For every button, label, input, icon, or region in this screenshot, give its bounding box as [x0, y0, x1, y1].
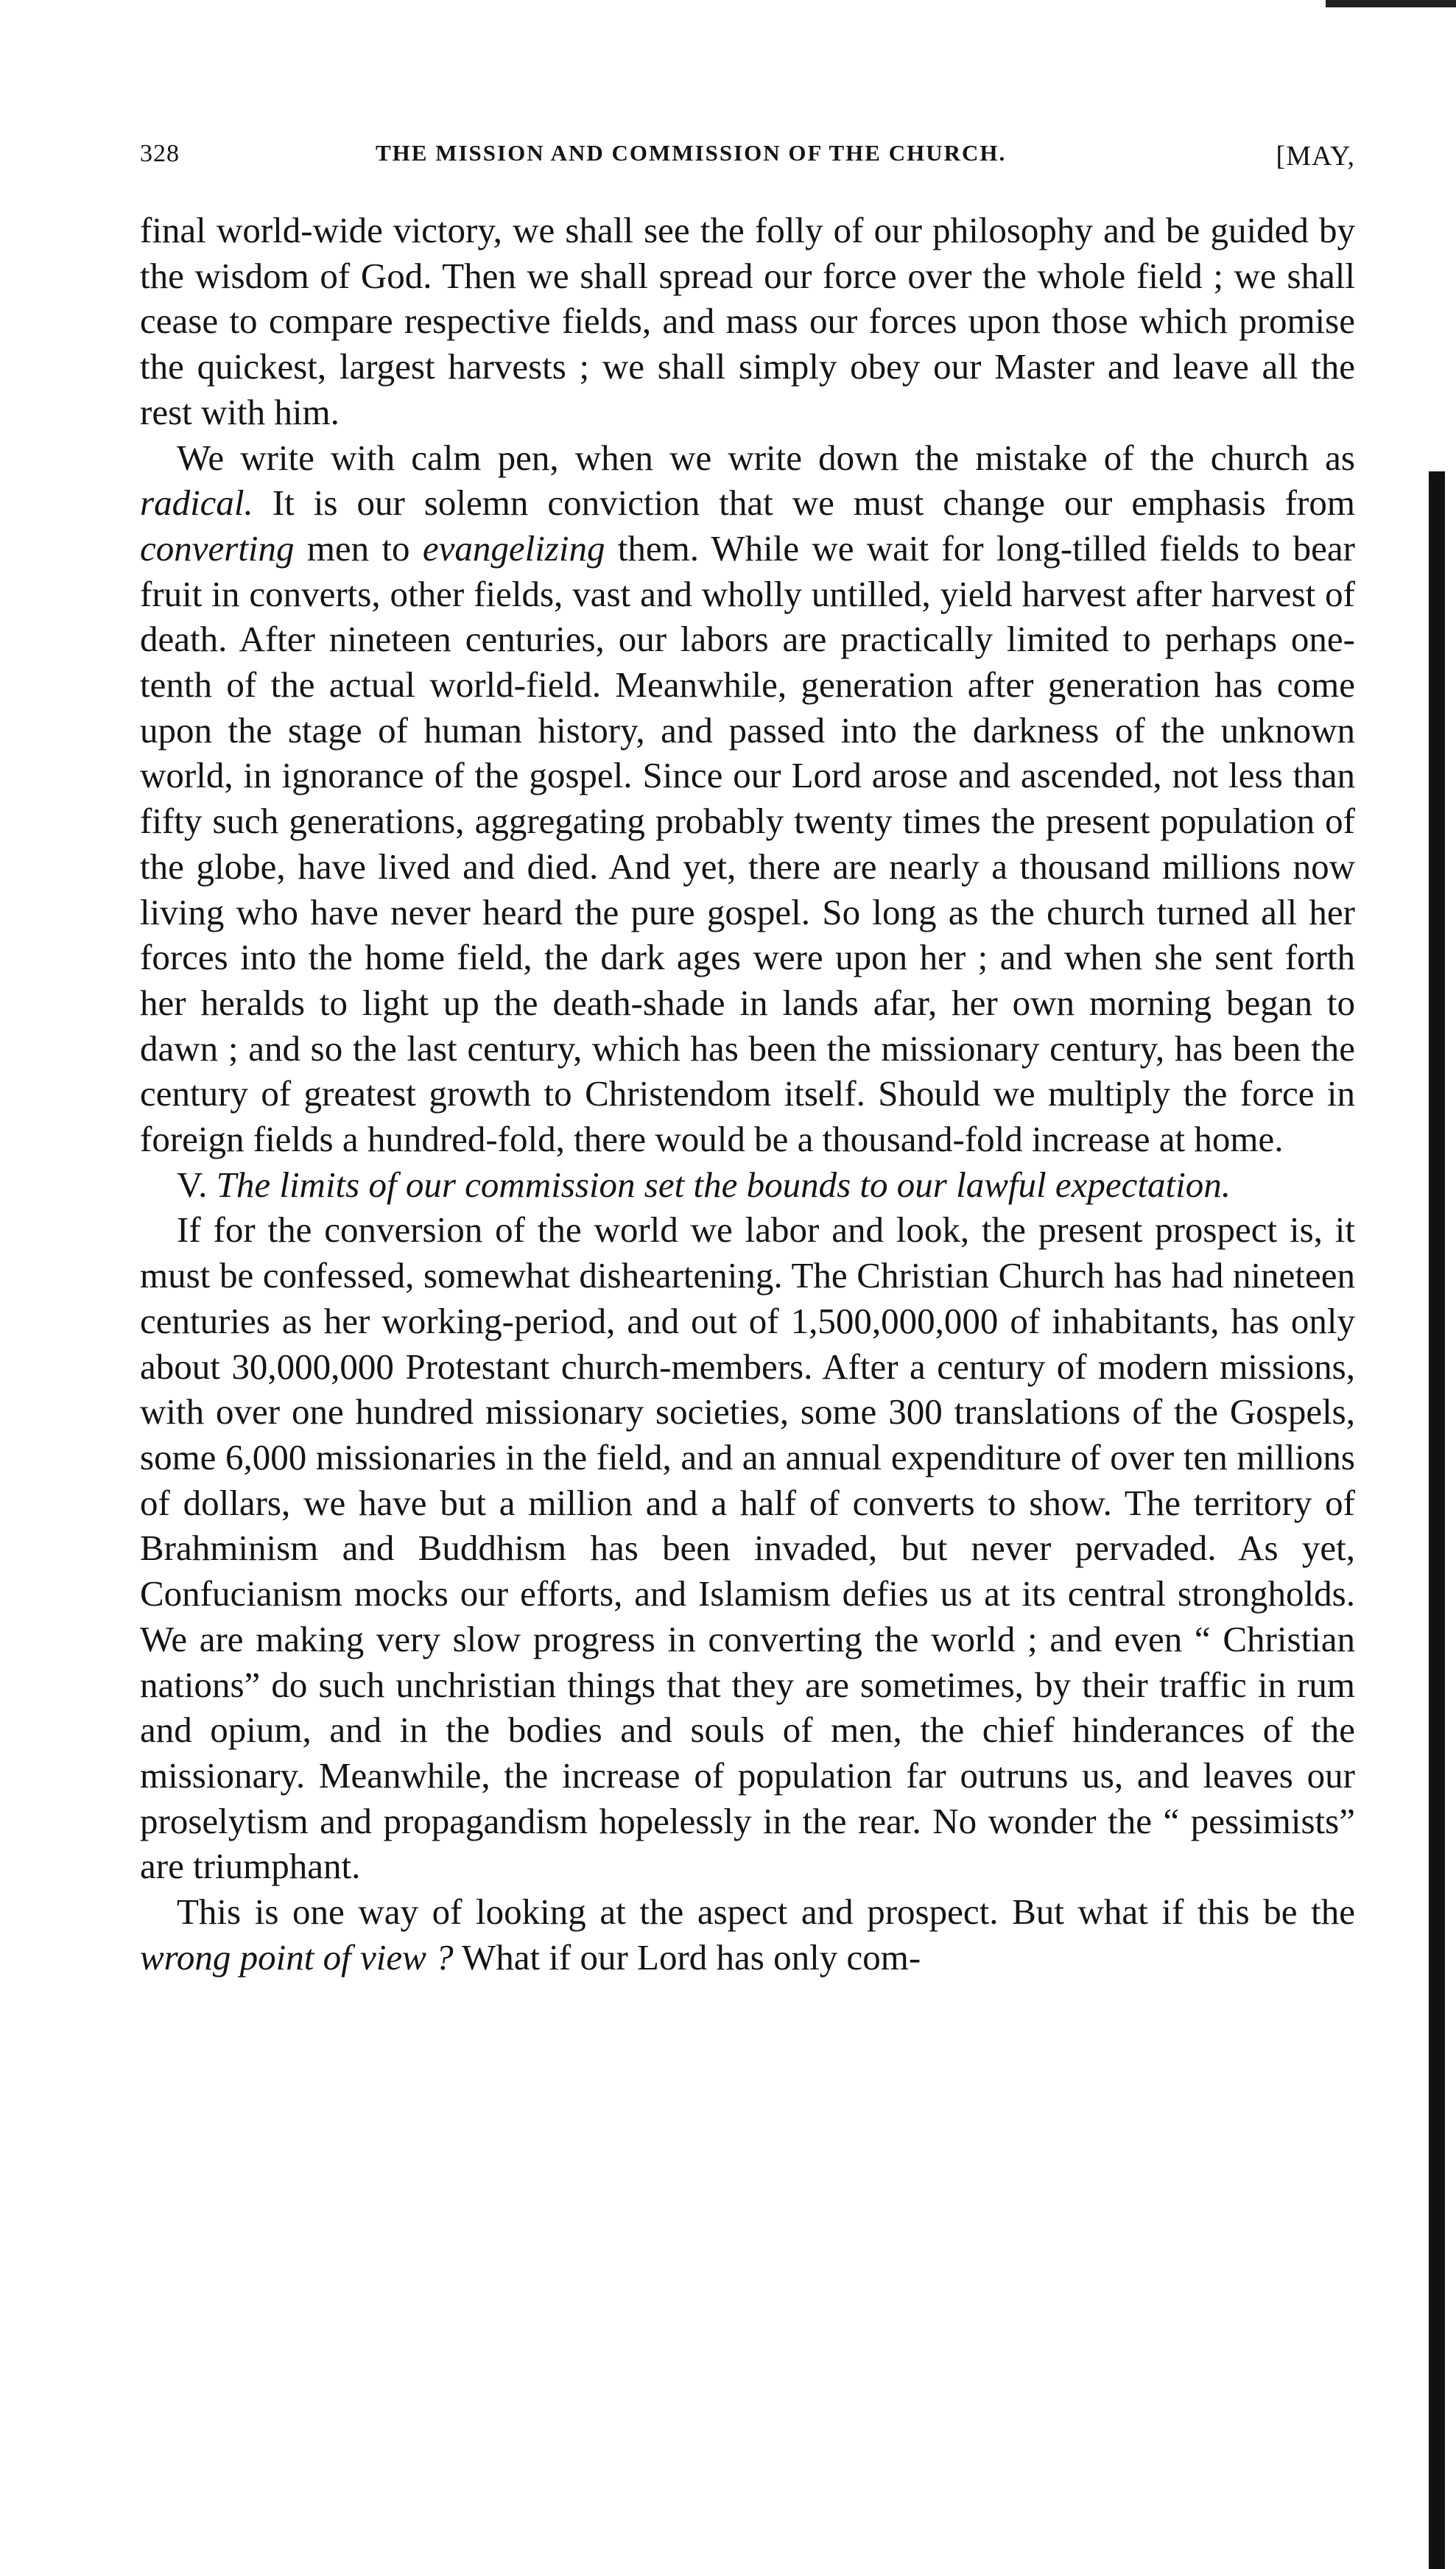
text-run: It is our solemn conviction that we must change our emphasis from: [253, 482, 1355, 524]
running-header: [140, 140, 1355, 184]
paragraph: [140, 1207, 1355, 1889]
text-run: We write with calm pen, when we write down the mistake of the church as: [177, 437, 1355, 478]
section-numeral: V.: [177, 1164, 217, 1205]
running-title: THE MISSION AND COMMISSION OF THE CHURCH.: [376, 140, 1007, 166]
italic-text-run: wrong point of view ?: [140, 1936, 454, 1978]
text-run: If for the conversion of the world we labor and look, the present prospect is, it must be confessed, somewhat disheartening. The Christian Church has had nineteen centuries as her working-period, and out of 1,500,000,000 of inhabitants, has only about 30,000,000 Protestant church-members. After a century of modern missions, with over one hundred missionary societies, some 300 translations of the Gospels, some 6,000 missionaries in the field, and an annual expenditure of over ten millions of dollars, we have but a million and a half of converts to show. The territory of Brahminism and Buddhism has been invaded, but never pervaded. As yet, Confucianism mocks our efforts, and Islamism defies us at its central strongholds. We are making very slow progress in converting the world ; and even “ Christian nations” do such unchristian things that they are sometimes, by their traffic in rum and opium, and in the bodies and souls of men, the chief hinderances of the missionary. Meanwhile, the increase of population far outruns us, and leaves our proselytism and propagandism hopelessly in the rear. No wonder the “ pessimists” are triumphant.: [140, 1209, 1355, 1887]
paragraph: [140, 1889, 1355, 1980]
text-run: men to: [294, 527, 423, 569]
page-edge-shadow: [1429, 471, 1445, 2569]
section-heading: [140, 1162, 1355, 1208]
running-month: [MAY,: [1276, 141, 1355, 172]
paragraph: [140, 435, 1355, 1162]
italic-text-run: evangelizing: [422, 527, 605, 569]
italic-text-run: converting: [140, 527, 295, 569]
page-number: 328: [140, 140, 180, 167]
paragraph-continuation: [140, 208, 1355, 435]
text-run: This is one way of looking at the aspect and prospect. But what if this be the: [177, 1891, 1355, 1933]
top-edge-rule: [1326, 0, 1456, 7]
text-run: them. While we wait for long-tilled fields to bear fruit in converts, other fields, vast and wholly untilled, yield harvest after harvest of death. After nineteen centuries, our labors are practically limited to perhaps one-tenth of the actual world-field. Meanwhile, generation after generation has come upon the stage of human history, and passed into the darkness of the unknown world, in ignorance of the gospel. Since our Lord arose and ascended, not less than fifty such generations, aggregating probably twenty times the present population of the globe, have lived and died. And yet, there are nearly a thousand millions now living who have never heard the pure gospel. So long as the church turned all her forces into the home field, the dark ages were upon her ; and when she sent forth her heralds to light up the death-shade in lands afar, her own morning began to dawn ; and so the last century, which has been the missionary century, has been the century of greatest growth to Christendom itself. Should we multiply the force in foreign fields a hundred-fold, there would be a thousand-fold increase at home.: [140, 527, 1355, 1160]
italic-text-run: radical.: [140, 482, 253, 524]
text-run: final world-wide victory, we shall see the folly of our philosophy and be guided by the wisdom of God. Then we shall spread our force over the whole field ; we shall cease to compare respective fields, and mass our forces upon those which promise the quickest, largest harvests ; we shall simply obey our Master and leave all the rest with him.: [140, 210, 1355, 432]
section-heading-text: The limits of our commission set the bounds to our lawful expectation.: [216, 1164, 1231, 1205]
page-body: [140, 208, 1355, 1980]
text-run: What if our Lord has only com-: [453, 1936, 921, 1978]
